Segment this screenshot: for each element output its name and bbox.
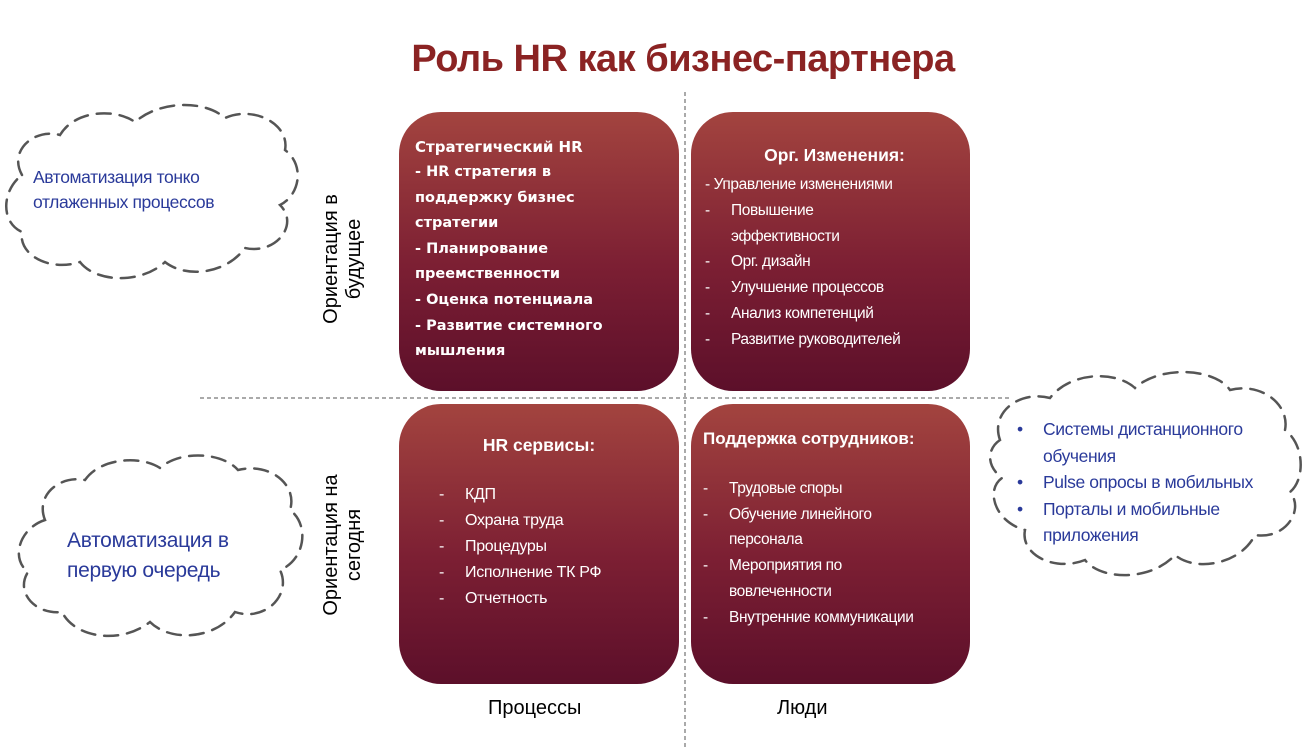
quadrant-line: - Процедуры (439, 538, 547, 555)
axis-label-people: Люди (777, 697, 828, 719)
quadrant-line: - Повышение (705, 201, 814, 219)
cloud-bullet-item: • Pulse опросы в мобильных (1043, 469, 1253, 496)
quadrant-line: - Внутренние коммуникации (703, 608, 914, 626)
quadrant-title: Стратегический HR (415, 138, 583, 156)
quadrant-line: эффективности (731, 227, 840, 245)
quadrant-line: - Оценка потенциала (415, 291, 594, 308)
quadrant-line: - Планирование (415, 240, 549, 257)
quadrant-line: - Мероприятия по (703, 557, 842, 575)
bullet-icon: • (1017, 419, 1023, 439)
axis-label-processes: Процессы (488, 697, 582, 719)
quadrant-line: - Анализ компетенций (705, 304, 874, 322)
quadrant-line: - Улучшение процессов (705, 279, 884, 297)
quadrant-line: стратегии (415, 215, 499, 232)
axis-label-today: Ориентация на сегодня (320, 474, 365, 616)
quadrant-line: - Трудовые споры (703, 480, 843, 497)
quadrant-line: мышления (415, 343, 506, 360)
cloud-bullet-item: • Порталы и мобильные (1043, 496, 1253, 523)
quadrant-line: - Развитие руководителей (705, 330, 901, 348)
quadrant-line: - Охрана труда (439, 512, 564, 529)
axis-label-future: Ориентация в будущее (320, 194, 365, 324)
bullet-icon: • (1017, 498, 1023, 519)
quadrant-line: персонала (729, 531, 803, 549)
cloud-text-right (1017, 416, 1253, 549)
cloud-bullet-item: • Системы дистанционного (1043, 416, 1253, 443)
diagram-title: Роль HR как бизнес-партнера (411, 38, 955, 80)
quadrant-title: Орг. Изменения: (764, 145, 905, 165)
quadrant-title: HR сервисы: (482, 435, 596, 455)
cloud-bullet-continuation: обучения (1043, 445, 1116, 466)
quadrant-line: вовлеченности (729, 582, 832, 600)
quadrant-line: - Развитие системного (415, 317, 603, 334)
bullet-icon: • (1017, 472, 1023, 492)
quadrant-line: - Обучение линейного (703, 505, 872, 523)
quadrant-line: поддержку бизнес (415, 189, 575, 206)
quadrant-line: - Управление изменениями (705, 176, 893, 193)
quadrant-title: Поддержка сотрудников: (703, 429, 915, 448)
quadrant-line: - Отчетность (439, 590, 548, 607)
cloud-text-top-left: Автоматизация тонко отлаженных процессов (33, 167, 215, 212)
quadrant-line: - Исполнение ТК РФ (439, 564, 602, 581)
cloud-bullet-continuation: приложения (1043, 525, 1139, 545)
quadrant-line: преемственности (415, 266, 561, 283)
cloud-text-bottom-left: Автоматизация в первую очередь (67, 529, 229, 582)
quadrant-line: - Орг. дизайн (705, 253, 811, 271)
quadrant-line: - HR стратегия в (415, 164, 552, 180)
quadrant-line: - КДП (439, 486, 496, 503)
